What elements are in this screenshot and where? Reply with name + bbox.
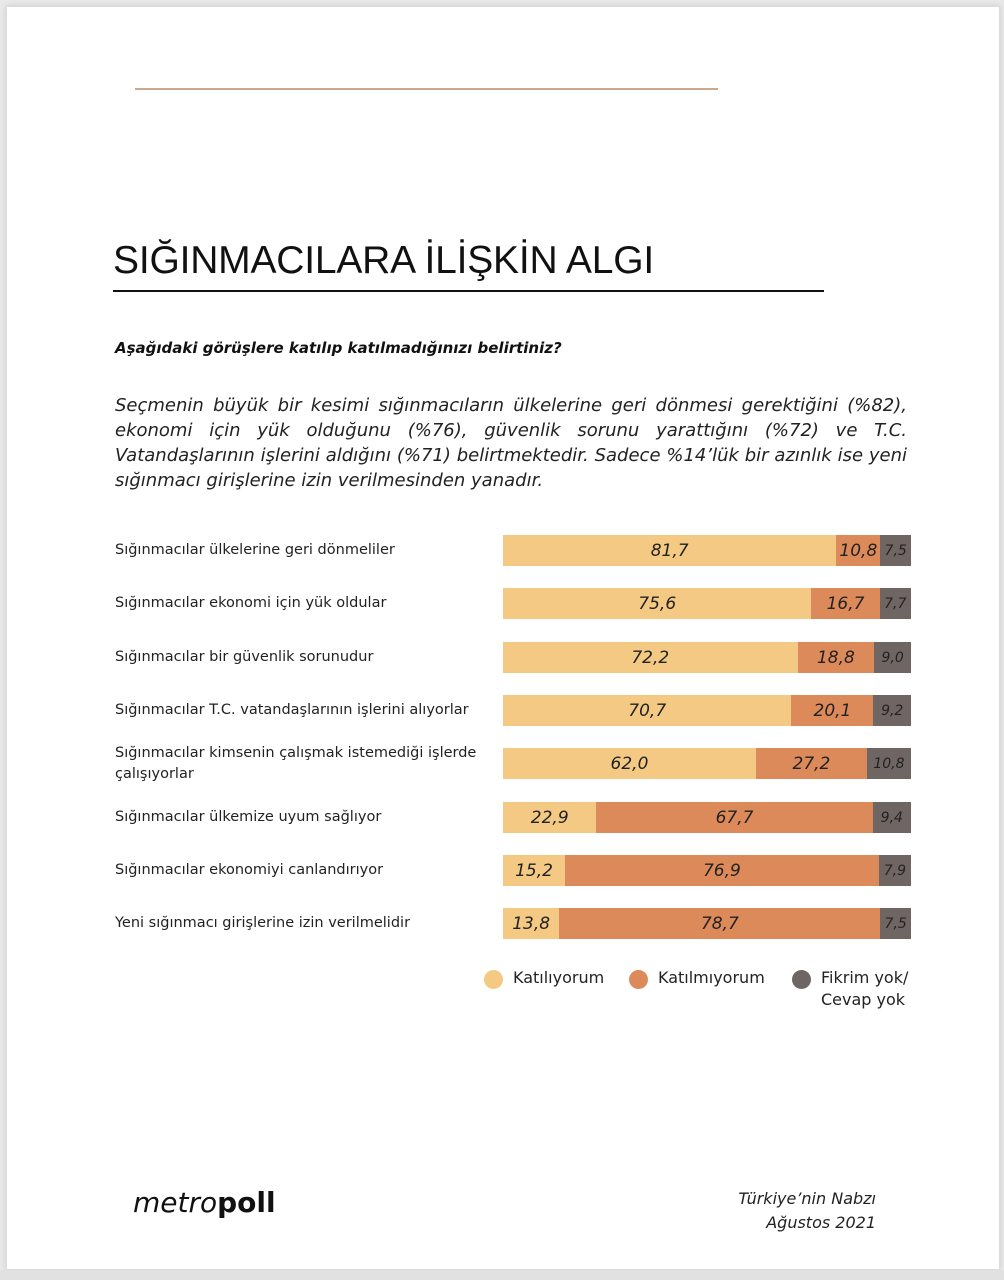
bar-segment-agree [503,748,756,779]
data-label: 16,7 [826,593,865,614]
data-label: 75,6 [638,593,677,614]
bar-segment-no-opinion [880,588,911,619]
data-label: 76,9 [702,860,741,881]
survey-question: Aşağıdaki görüşlere katılıp katılmadığınızı belirtiniz? [115,339,562,357]
bar-segment-disagree [596,802,872,833]
data-label: 15,2 [515,860,553,881]
legend-label-line: Cevap yok [821,990,906,1009]
footer-line-2: Ağustos 2021 [766,1213,876,1232]
data-label: 18,8 [816,647,855,668]
summary-paragraph: Seçmenin büyük bir kesimi sığınmacıların ülkelerine geri dönmesi gerektiğini (%82), ekonomi için yük olduğunu (%76), güvenlik sorunu yarattığını (%72) ve T.C. Vatandaşlarının işlerini aldığını (%71) belirtmektedir. Sadece %14’lük bir azınlık ise yeni sığınmacı girişlerine izin verilmesinden yanadır. [115,395,907,491]
category-label: Yeni sığınmacı girişlerine izin verilmelidir [115,915,411,931]
data-label: 81,7 [650,540,689,561]
bar-segment-no-opinion [879,855,911,886]
top-rule [135,88,718,90]
legend-item-disagree [629,967,765,989]
category-label: Sığınmacılar bir güvenlik sorunudur [115,649,374,665]
data-label: 7,5 [884,915,907,932]
data-label: 13,8 [512,913,551,934]
bottom-strip [0,1270,1004,1280]
bar-segment-no-opinion [880,535,911,566]
metropoll-logo [133,1186,276,1219]
bar-segment-agree [503,588,811,619]
legend-swatch [629,970,648,989]
logo-text-poll: poll [217,1186,276,1219]
data-label: 7,5 [884,542,907,559]
bar-segment-disagree [811,588,879,619]
bar-segment-agree [503,908,559,939]
bar-segment-agree [503,642,798,673]
bar-segment-disagree [836,535,880,566]
bar-segment-no-opinion [874,642,911,673]
data-label: 78,7 [700,913,739,934]
bar-segment-no-opinion [873,802,911,833]
data-label: 9,4 [880,809,903,826]
title-underline [113,290,824,292]
legend-swatch [484,970,503,989]
bar-segment-disagree [756,748,867,779]
data-label: 7,9 [883,862,906,879]
category-label: Sığınmacılar ekonomi için yük oldular [115,595,387,611]
data-label: 22,9 [530,807,569,828]
legend-label [821,967,908,1011]
legend-item-no-opinion [792,967,908,1011]
page-title: SIĞINMACILARA İLİŞKİN ALGI [113,239,654,282]
legend-item-agree [484,967,604,989]
category-label: Sığınmacılar kimsenin çalışmak istemediği işlerde çalışıyorlar [115,744,477,782]
category-label: Sığınmacılar ekonomiyi canlandırıyor [115,862,384,878]
data-label: 7,7 [884,595,907,612]
data-label: 20,1 [813,700,852,721]
legend-label [513,967,604,989]
legend-label-line: Katılmıyorum [658,968,765,987]
legend-swatch [792,970,811,989]
bar-segment-agree [503,695,791,726]
category-label: Sığınmacılar T.C. vatandaşlarının işlerini alıyorlar [115,702,469,718]
category-label: Sığınmacılar ülkelerine geri dönmeliler [115,542,395,558]
data-label: 62,0 [610,753,649,774]
data-label: 67,7 [715,807,754,828]
footer-line-1: Türkiye’nin Nabzı [738,1189,876,1208]
data-label: 27,2 [792,753,831,774]
footer-publication [738,1187,876,1235]
bar-segment-no-opinion [867,748,911,779]
category-label: Sığınmacılar ülkemize uyum sağlıyor [115,809,382,825]
data-label: 10,8 [839,540,878,561]
bar-segment-agree [503,535,836,566]
logo-text-metro: metro [133,1186,218,1219]
legend-label-line: Fikrim yok/ [821,968,909,987]
bar-segment-disagree [791,695,873,726]
bar-segment-no-opinion [873,695,911,726]
data-label: 9,2 [881,702,904,719]
bar-segment-disagree [565,855,879,886]
bar-segment-agree [503,802,596,833]
legend-label [658,967,765,989]
bar-segment-disagree [798,642,875,673]
data-label: 10,8 [873,755,905,772]
legend-label-line: Katılıyorum [513,968,605,987]
bar-segment-agree [503,855,565,886]
bar-segment-no-opinion [880,908,911,939]
data-label: 72,2 [631,647,670,668]
data-label: 9,0 [881,649,904,666]
bar-segment-disagree [559,908,880,939]
report-page [6,6,1000,1270]
data-label: 70,7 [628,700,667,721]
